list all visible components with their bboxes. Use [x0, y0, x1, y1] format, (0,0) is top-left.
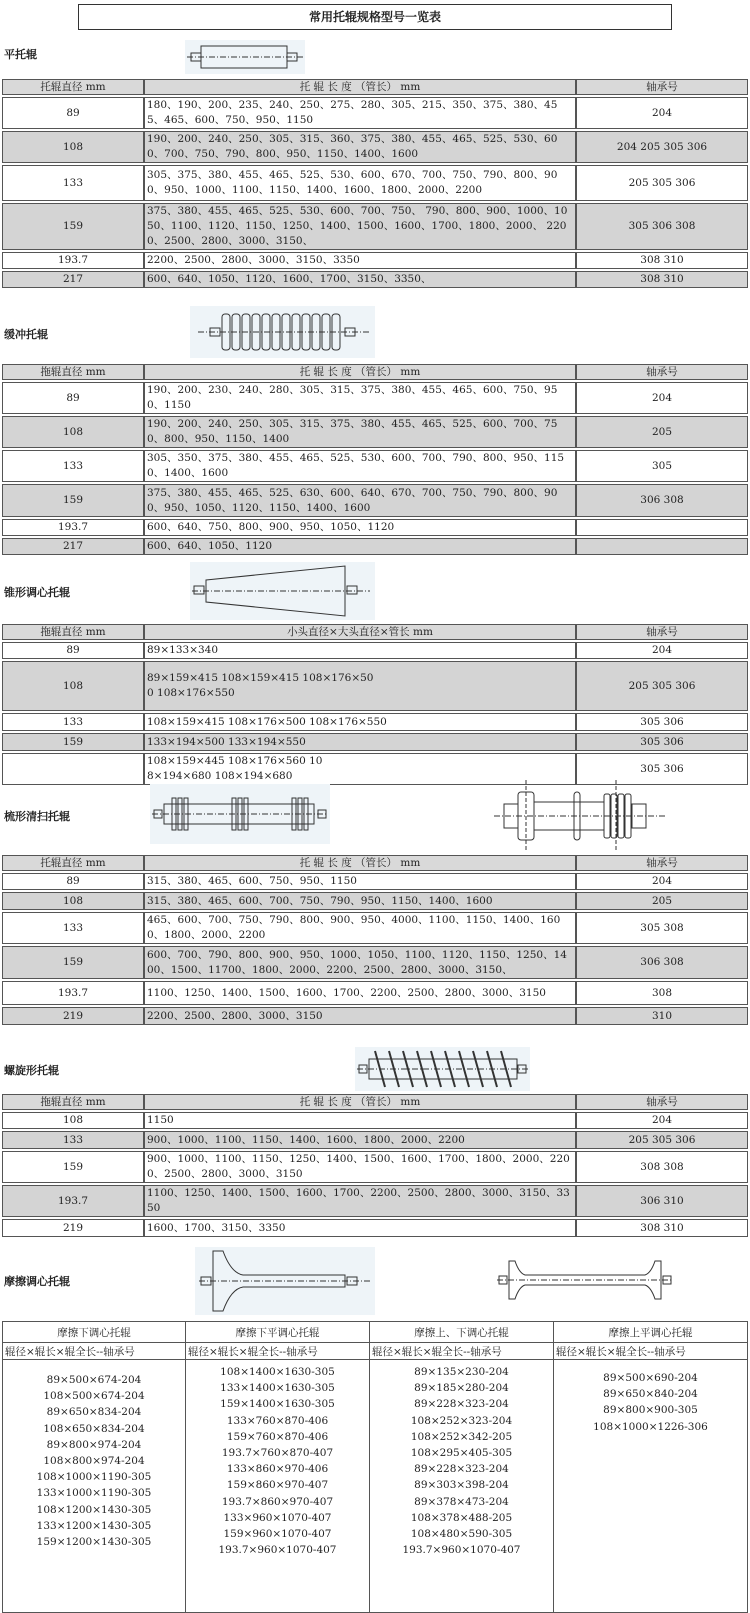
list-item: 159×1200×1430-305	[36, 1536, 152, 1549]
cell-diameter: 217	[2, 271, 144, 288]
table-row	[2, 97, 748, 129]
header-bearing: 轴承号	[576, 1094, 748, 1110]
list-item: 193.7×760×870-407	[221, 1447, 334, 1460]
cell-diameter: 193.7	[2, 1185, 144, 1217]
table-row	[2, 912, 748, 944]
table-row	[2, 1007, 748, 1025]
comb-roller-table	[2, 853, 748, 1027]
cell-diameter: 108	[2, 416, 144, 448]
subheader-spec-format: 辊径×辊长×辊全长--轴承号	[554, 1343, 748, 1360]
cell-diameter: 89	[2, 97, 144, 129]
list-item: 133×1400×1630-305	[220, 1382, 335, 1395]
section-label: 平托辊	[4, 48, 37, 61]
cell-diameter: 193.7	[2, 252, 144, 269]
list-item: 108×378×488-205	[410, 1511, 513, 1524]
section-label: 缓冲托辊	[4, 328, 48, 341]
list-item: 159×1400×1630-305	[220, 1398, 335, 1411]
header-bearing: 轴承号	[576, 364, 748, 380]
cell-bearing: 204	[576, 382, 748, 414]
list-item: 89×228×323-204	[414, 1398, 509, 1411]
cell-diameter: 108	[2, 1112, 144, 1129]
header-diameter: 拖辊直径 mm	[2, 624, 144, 640]
list-item: 159×860×970-407	[226, 1479, 329, 1492]
table-row	[2, 661, 748, 711]
cell-length: 600、640、1050、1120	[144, 538, 576, 555]
list-item: 133×1000×1190-305	[36, 1487, 152, 1500]
cell-length: 1150	[144, 1112, 576, 1129]
section-label: 锥形调心托辊	[4, 586, 70, 599]
friction-upper-flat-list	[554, 1360, 748, 1613]
cone-roller-table	[2, 622, 748, 787]
cell-diameter: 108	[2, 131, 144, 163]
cell-diameter: 217	[2, 538, 144, 555]
header-friction-lower-flat: 摩擦下平调心托辊	[186, 1322, 370, 1343]
section-friction-roller	[0, 1245, 750, 1317]
section-cone-roller	[0, 560, 750, 622]
cell-length: 1100、1250、1400、1500、1600、1700、2200、2500、2800、3000、3150、3350	[144, 1185, 576, 1217]
list-item: 89×800×974-204	[46, 1438, 142, 1451]
list-item: 89×378×473-204	[414, 1495, 509, 1508]
section-label: 梳形清扫托辊	[4, 810, 70, 823]
list-item: 133×960×1070-407	[223, 1511, 332, 1524]
table-row	[2, 203, 748, 250]
table-row	[2, 981, 748, 1005]
cell-diameter: 193.7	[2, 519, 144, 536]
list-item: 108×650×834-204	[43, 1422, 145, 1435]
section-spiral-roller	[0, 1045, 750, 1095]
table-row	[2, 1185, 748, 1217]
section-buffer-roller	[0, 300, 750, 362]
list-item: 89×303×398-204	[414, 1479, 509, 1492]
table-row	[2, 271, 748, 288]
list-item: 89×228×323-204	[414, 1463, 509, 1476]
cell-bearing	[576, 519, 748, 536]
spiral-roller-table	[2, 1092, 748, 1239]
cell-dimensions: 89×159×415 108×159×415 108×176×500 108×176×550	[144, 661, 576, 711]
cell-bearing: 205	[576, 416, 748, 448]
cell-bearing: 305 306 308	[576, 203, 748, 250]
cell-length: 315、380、465、600、700、750、790、950、1150、1400、1600	[144, 892, 576, 910]
table-row	[2, 131, 748, 163]
friction-lower-list	[3, 1360, 186, 1613]
header-bearing: 轴承号	[576, 79, 748, 95]
table-row	[2, 713, 748, 731]
cell-length: 1600、1700、3150、3350	[144, 1219, 576, 1237]
cell-diameter: 219	[2, 1007, 144, 1025]
cone-roller-drawing	[190, 562, 375, 620]
cell-diameter: 133	[2, 165, 144, 201]
table-row	[2, 450, 748, 482]
list-item: 133×1200×1430-305	[36, 1519, 152, 1532]
list-item: 108×480×590-305	[410, 1528, 513, 1541]
table-row	[2, 873, 748, 890]
header-length: 托 辊 长 度 （管长） mm	[144, 364, 576, 380]
cell-bearing: 305 306	[576, 733, 748, 751]
list-item: 89×650×834-204	[46, 1406, 142, 1419]
list-item: 133×860×970-406	[226, 1463, 329, 1476]
cell-bearing: 205 305 306	[576, 1131, 748, 1149]
cell-length: 2200、2500、2800、3000、3150、3350	[144, 252, 576, 269]
cell-bearing: 308 310	[576, 271, 748, 288]
cell-bearing: 306 310	[576, 1185, 748, 1217]
cell-diameter: 219	[2, 1219, 144, 1237]
cell-diameter: 89	[2, 642, 144, 659]
cell-length: 2200、2500、2800、3000、3150	[144, 1007, 576, 1025]
cell-length: 305、350、375、380、455、465、525、530、600、700、790、800、950、1150、1400、1600	[144, 450, 576, 482]
table-row	[2, 946, 748, 979]
cell-bearing: 205 305 306	[576, 165, 748, 201]
list-item: 108×1000×1226-306	[593, 1420, 708, 1433]
cell-dimensions: 89×133×340	[144, 642, 576, 659]
table-row	[2, 252, 748, 269]
table-row	[2, 733, 748, 751]
cell-length: 900、1000、1100、1150、1250、1400、1500、1600、1700、1800、2000、2200、2500、2800、3000、3150	[144, 1151, 576, 1183]
header-diameter: 拖辊直径 mm	[2, 1094, 144, 1110]
page-title: 常用托辊规格型号一览表	[78, 4, 672, 30]
header-bearing: 轴承号	[576, 855, 748, 871]
cell-length: 180、190、200、235、240、250、275、280、305、215、350、375、380、455、465、600、750、950、1150	[144, 97, 576, 129]
cell-length: 900、1000、1100、1150、1400、1600、1800、2000、2200	[144, 1131, 576, 1149]
cell-diameter: 159	[2, 733, 144, 751]
cell-length: 1100、1250、1400、1500、1600、1700、2200、2500、2800、3000、3150	[144, 981, 576, 1005]
cell-bearing: 310	[576, 1007, 748, 1025]
table-row	[2, 892, 748, 910]
header-friction-lower: 摩擦下调心托辊	[3, 1322, 186, 1343]
list-item: 89×800×900-305	[603, 1404, 698, 1417]
list-item: 133×760×870-406	[226, 1414, 329, 1427]
table-row	[2, 1131, 748, 1149]
header-length: 托 辊 长 度 （管长） mm	[144, 1094, 576, 1110]
cell-bearing: 204	[576, 642, 748, 659]
section-label: 螺旋形托辊	[4, 1064, 59, 1077]
table-row	[2, 1112, 748, 1129]
cell-diameter: 133	[2, 912, 144, 944]
cell-bearing: 308 308	[576, 1151, 748, 1183]
header-diameter: 拖辊直径 mm	[2, 364, 144, 380]
cell-bearing: 205 305 306	[576, 661, 748, 711]
cell-bearing: 305 306	[576, 753, 748, 785]
cell-length: 190、200、230、240、280、305、315、375、380、455、465、600、750、950、1150	[144, 382, 576, 414]
header-length: 托 辊 长 度 （管长） mm	[144, 79, 576, 95]
cell-diameter: 89	[2, 382, 144, 414]
cell-length: 315、380、465、600、750、950、1150	[144, 873, 576, 890]
cell-bearing: 205	[576, 892, 748, 910]
cell-diameter: 133	[2, 1131, 144, 1149]
header-bearing: 轴承号	[576, 624, 748, 640]
list-item: 89×135×230-204	[414, 1366, 509, 1378]
list-item: 108×800×974-204	[43, 1455, 145, 1468]
list-item: 89×500×674-204	[46, 1374, 142, 1386]
cell-length: 190、200、240、250、305、315、375、380、455、465、525、600、700、750、800、950、1150、1400	[144, 416, 576, 448]
cell-bearing: 308 310	[576, 1219, 748, 1237]
table-row	[2, 484, 748, 517]
cell-length: 375、380、455、465、525、630、600、640、670、700、750、790、800、900、950、1050、1120、1150、1400、1600	[144, 484, 576, 517]
table-row	[2, 1151, 748, 1183]
section-flat-roller	[0, 32, 750, 77]
flat-roller-drawing	[185, 40, 305, 74]
table-row	[2, 538, 748, 555]
friction-roller-drawing-right	[495, 1255, 675, 1305]
table-row	[2, 519, 748, 536]
table-row	[2, 416, 748, 448]
cell-bearing: 305 308	[576, 912, 748, 944]
cell-diameter: 108	[2, 661, 144, 711]
cell-bearing: 305	[576, 450, 748, 482]
section-comb-roller	[0, 778, 750, 853]
list-item: 108×1000×1190-305	[36, 1471, 152, 1484]
header-friction-upper-flat: 摩擦上平调心托辊	[554, 1322, 748, 1343]
cell-bearing: 308	[576, 981, 748, 1005]
section-label: 摩擦调心托辊	[4, 1275, 70, 1288]
comb-roller-drawing-right	[490, 778, 670, 853]
subheader-spec-format: 辊径×辊长×辊全长--轴承号	[370, 1343, 554, 1360]
list-item: 193.7×960×1070-407	[218, 1544, 337, 1557]
cell-diameter: 159	[2, 203, 144, 250]
cell-bearing: 204 205 305 306	[576, 131, 748, 163]
cell-bearing	[576, 538, 748, 555]
cell-dimensions: 108×159×445 108×176×560 108×194×680 108×194×680	[144, 753, 576, 785]
cell-length: 600、640、1050、1120、1600、1700、3150、3350、	[144, 271, 576, 288]
spiral-roller-drawing	[355, 1047, 530, 1091]
cell-bearing: 306 308	[576, 946, 748, 979]
cell-bearing: 204	[576, 1112, 748, 1129]
list-item: 108×500×674-204	[43, 1390, 145, 1403]
header-diameter: 托辊直径 mm	[2, 79, 144, 95]
cell-bearing: 305 306	[576, 713, 748, 731]
table-row	[2, 642, 748, 659]
header-dimensions: 小头直径×大头直径×管长 mm	[144, 624, 576, 640]
subheader-spec-format: 辊径×辊长×辊全长--轴承号	[3, 1343, 186, 1360]
cell-dimensions: 133×194×500 133×194×550	[144, 733, 576, 751]
list-item: 108×252×342-205	[410, 1430, 513, 1443]
list-item: 108×295×405-305	[410, 1447, 513, 1460]
list-item: 89×500×690-204	[603, 1372, 698, 1384]
cell-length: 600、700、790、800、900、950、1000、1050、1100、1120、1150、1250、1400、1500、11700、1800、2000、2200、2500、2800、3000、3150、	[144, 946, 576, 979]
buffer-roller-drawing	[190, 306, 375, 358]
cell-dimensions: 108×159×415 108×176×500 108×176×550	[144, 713, 576, 731]
cell-diameter: 159	[2, 946, 144, 979]
flat-roller-table	[2, 77, 748, 290]
list-item: 193.7×960×1070-407	[402, 1544, 521, 1557]
friction-lower-flat-list	[186, 1360, 370, 1613]
table-row	[2, 1219, 748, 1237]
list-item: 108×1400×1630-305	[220, 1366, 335, 1378]
list-item: 159×960×1070-407	[223, 1528, 332, 1541]
cell-diameter: 133	[2, 713, 144, 731]
cell-bearing: 306 308	[576, 484, 748, 517]
friction-roller-table	[2, 1321, 748, 1613]
header-friction-upper-lower: 摩擦上、下调心托辊	[370, 1322, 554, 1343]
list-item: 108×252×323-204	[410, 1414, 513, 1427]
cell-length: 305、375、380、455、465、525、530、600、670、700、750、790、800、900、950、1000、1100、1150、1400、1600、1800、2000、2200	[144, 165, 576, 201]
table-row	[2, 382, 748, 414]
table-row	[2, 165, 748, 201]
buffer-roller-table	[2, 362, 748, 557]
cell-length: 600、640、750、800、900、950、1050、1120	[144, 519, 576, 536]
friction-roller-drawing-left	[195, 1247, 375, 1315]
cell-diameter: 159	[2, 1151, 144, 1183]
cell-bearing: 204	[576, 873, 748, 890]
list-item: 159×760×870-406	[226, 1430, 329, 1443]
cell-bearing: 308 310	[576, 252, 748, 269]
cell-bearing: 204	[576, 97, 748, 129]
list-item: 89×185×280-204	[414, 1382, 509, 1395]
list-item: 108×1200×1430-305	[36, 1503, 152, 1516]
cell-diameter: 159	[2, 484, 144, 517]
list-item: 193.7×860×970-407	[221, 1495, 334, 1508]
cell-diameter: 89	[2, 873, 144, 890]
cell-length: 375、380、455、465、525、530、600、700、750、 790、800、900、1000、1050、1100、1120、1150、1250、1400、1500、1600、1700、1800、2000、 2200、2500、2800、3000、3150、	[144, 203, 576, 250]
header-length: 托 辊 长 度 （管长） mm	[144, 855, 576, 871]
comb-roller-drawing-left	[150, 784, 330, 844]
list-item: 89×650×840-204	[603, 1388, 698, 1401]
cell-diameter: 193.7	[2, 981, 144, 1005]
cell-diameter: 133	[2, 450, 144, 482]
cell-length: 190、200、240、250、305、315、360、375、380、455、465、525、530、600、700、750、790、800、950、1150、1400、1600	[144, 131, 576, 163]
cell-diameter: 108	[2, 892, 144, 910]
friction-upper-lower-list	[370, 1360, 554, 1613]
header-diameter: 托辊直径 mm	[2, 855, 144, 871]
cell-length: 465、600、700、750、790、800、900、950、4000、1100、1150、1400、1600、1800、2000、2200	[144, 912, 576, 944]
subheader-spec-format: 辊径×辊长×辊全长--轴承号	[186, 1343, 370, 1360]
